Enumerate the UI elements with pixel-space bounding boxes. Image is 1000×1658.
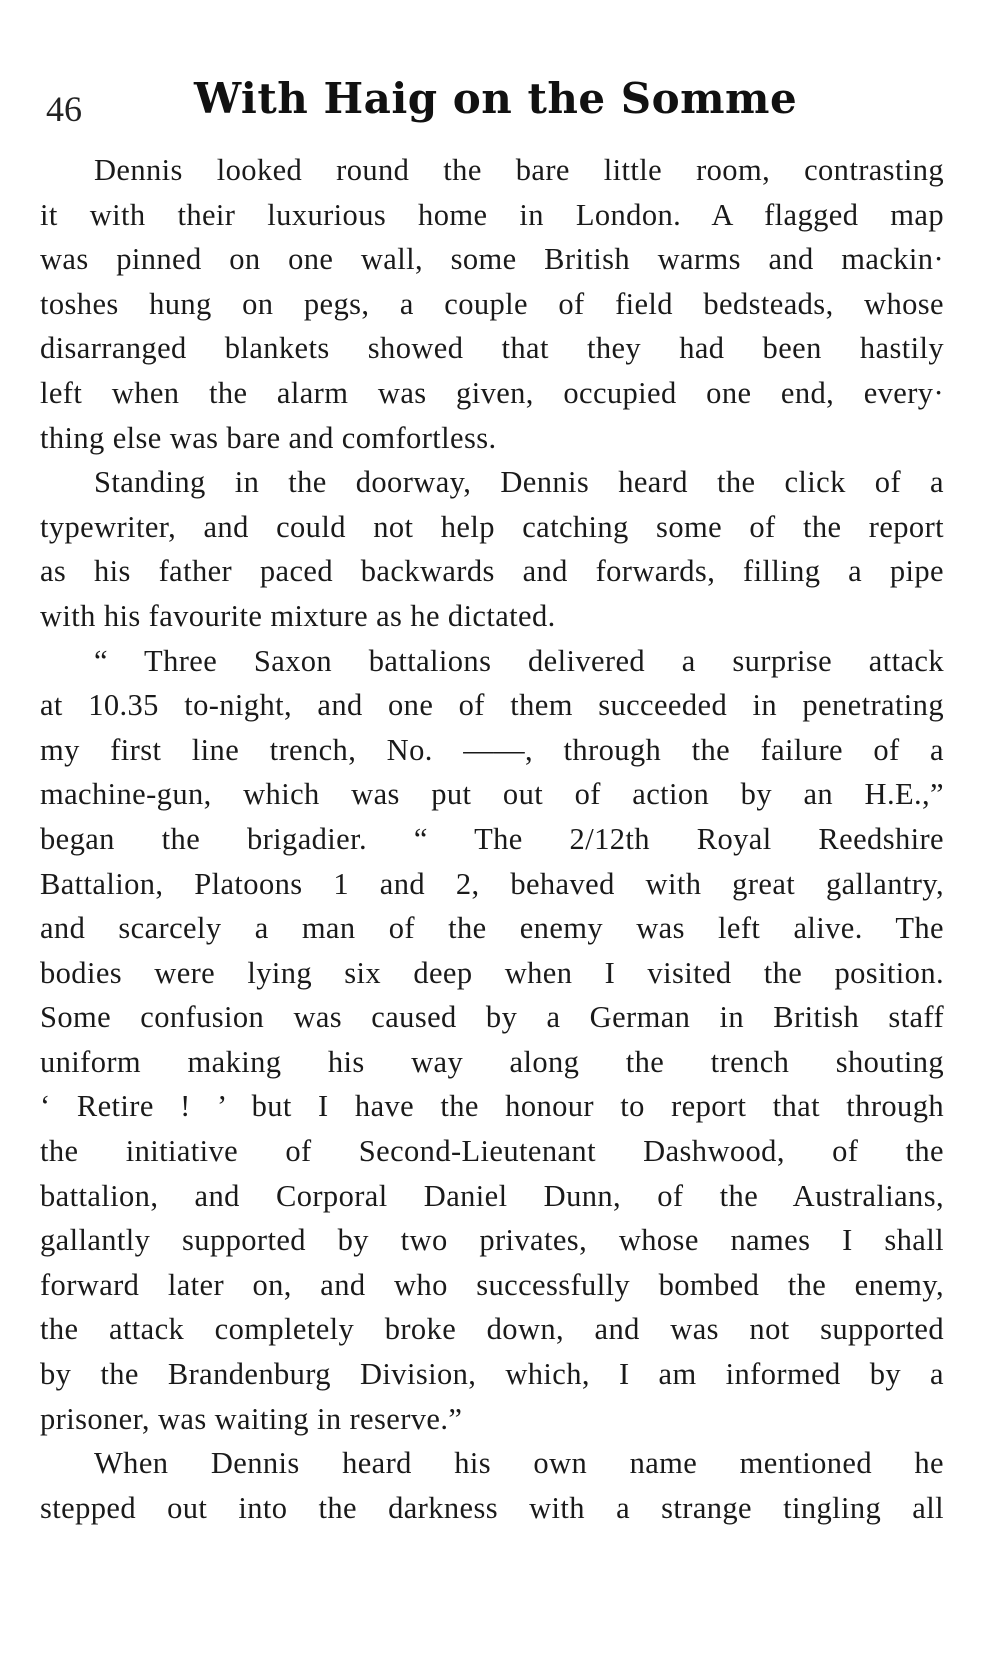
text-line: was pinned on one wall, some British warms and mackin· <box>40 242 944 277</box>
text-line: as his father paced backwards and forwards, filling a pipe <box>40 554 944 589</box>
text-line: disarranged blankets showed that they had been hastily <box>40 331 944 366</box>
text-line: the initiative of Second-Lieutenant Dashwood, of the <box>40 1134 944 1169</box>
text-line: typewriter, and could not help catching some of the report <box>40 509 944 544</box>
text-line: ‘ Retire ! ’ but I have the honour to report that through <box>40 1089 944 1124</box>
text-line: “ Three Saxon battalions delivered a surprise attack <box>94 643 944 678</box>
text-line: uniform making his way along the trench shouting <box>40 1044 944 1079</box>
paragraph-2 <box>40 460 944 638</box>
text-line: bodies were lying six deep when I visited the position. <box>40 955 944 990</box>
paragraph-1 <box>40 148 944 460</box>
text-line: Dennis looked round the bare little room, contrasting <box>94 153 944 187</box>
paragraph-3 <box>40 639 944 1442</box>
text-line: battalion, and Corporal Daniel Dunn, of the Australians, <box>40 1178 944 1213</box>
text-line: machine-gun, which was put out of action by an H.E.,” <box>40 777 944 812</box>
text-line: and scarcely a man of the enemy was left alive. The <box>40 911 944 946</box>
text-line: at 10.35 to-night, and one of them succeeded in penetrating <box>40 688 944 723</box>
paragraph-4 <box>40 1441 944 1530</box>
body-text <box>40 148 944 1530</box>
page-number: 46 <box>46 89 82 129</box>
text-line: toshes hung on pegs, a couple of field bedsteads, whose <box>40 286 944 321</box>
text-line: began the brigadier. “ The 2/12th Royal Reedshire <box>40 821 944 856</box>
text-line: stepped out into the darkness with a strange tingling all <box>40 1490 944 1525</box>
text-line: it with their luxurious home in London. A flagged map <box>40 197 944 232</box>
text-line: with his favourite mixture as he dictated. <box>40 598 556 633</box>
text-line: my first line trench, No. ——, through the failure of a <box>40 732 944 767</box>
text-line: prisoner, was waiting in reserve.” <box>40 1401 463 1436</box>
text-line: gallantly supported by two privates, whose names I shall <box>40 1223 944 1258</box>
text-line: Battalion, Platoons 1 and 2, behaved with great gallantry, <box>40 866 944 901</box>
text-line: Some confusion was caused by a German in British staff <box>40 1000 944 1035</box>
text-line: the attack completely broke down, and was not supported <box>40 1312 944 1347</box>
text-line: by the Brandenburg Division, which, I am informed by a <box>40 1357 944 1392</box>
text-line: Standing in the doorway, Dennis heard the click of a <box>94 465 944 500</box>
text-line: left when the alarm was given, occupied one end, every· <box>40 375 944 410</box>
book-title: With Haig on the Somme <box>194 74 798 123</box>
text-line: When Dennis heard his own name mentioned he <box>94 1446 944 1481</box>
running-head <box>40 74 940 134</box>
text-line: thing else was bare and comfortless. <box>40 420 497 455</box>
text-line: forward later on, and who successfully bombed the enemy, <box>40 1267 944 1302</box>
